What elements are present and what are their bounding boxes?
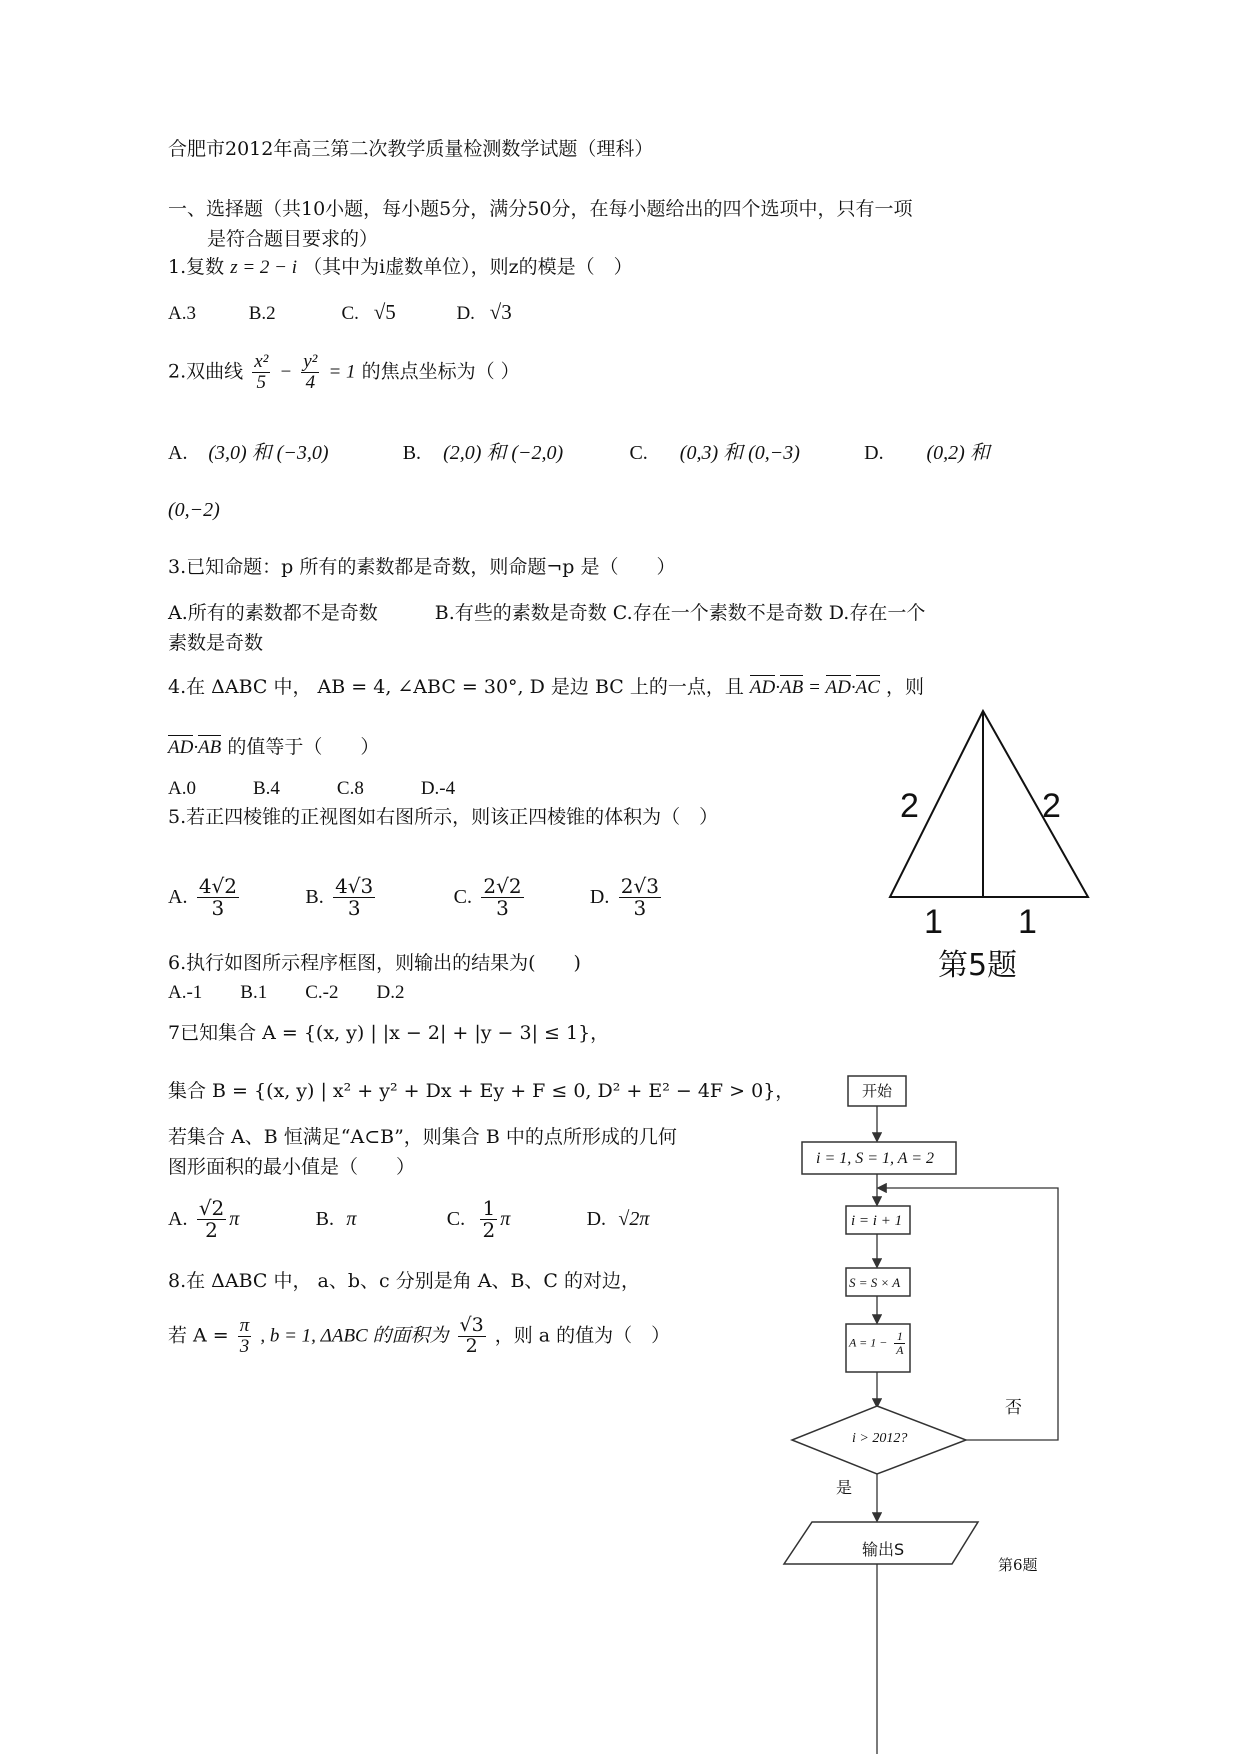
option-d-label: D. — [589, 886, 610, 908]
option-a-pi: π — [229, 1208, 240, 1230]
option-c-value: √5 — [373, 300, 396, 324]
question-4-then: ，则 — [885, 676, 924, 698]
question-8: 8.在 ΔABC 中， a、b、c 分别是角 A、B、C 的对边， — [168, 1270, 641, 1292]
question-7-options — [168, 1198, 649, 1241]
question-3: 3.已知命题：p 所有的素数都是奇数，则命题¬p 是（ ） — [168, 556, 676, 578]
equals-one: = 1 — [328, 361, 356, 383]
question-8-middle: , b = 1, ΔABC 的面积为 — [260, 1325, 449, 1347]
option-a-fraction: $\frac{4√2}{3}$ — [198, 874, 238, 920]
question-8-tail: ，则 a 的值为（ ） — [494, 1324, 671, 1347]
option-c-value: (0,3) 和 (0,−3) — [679, 442, 800, 464]
option-c-fraction: $\frac{1}{2}$ — [482, 1196, 496, 1242]
option-a: A.3 — [168, 303, 196, 324]
flow-step-update-a-label — [849, 1330, 908, 1356]
option-d-label: D. — [864, 442, 884, 464]
flow-init-label: i = 1, S = 1, A = 2 — [816, 1150, 935, 1167]
option-b-pi: π — [346, 1208, 357, 1230]
page-title: 合肥市2012年高三第二次教学质量检测数学试题（理科） — [168, 138, 654, 160]
option-d-value: √3 — [489, 300, 512, 324]
question-2 — [168, 352, 520, 393]
question-4-tail: 的值等于（ ） — [227, 736, 380, 758]
flow-step-multiply-label: S = S × A — [849, 1275, 901, 1290]
question-1-prefix: 1.复数 — [168, 256, 225, 278]
flow-step-update-a-fraction: $\frac{1}{A}$ — [896, 1329, 904, 1357]
question-5: 5.若正四棱锥的正视图如右图所示，则该正四棱锥的体积为（ ） — [168, 806, 719, 828]
option-d-fraction: $\frac{2√3}{3}$ — [620, 874, 659, 920]
fraction-sqrt3-over-2: $\frac{√3}{2}$ — [459, 1314, 484, 1357]
question-7-line3: 若集合 A、B 恒满足“A⊂B”，则集合 B 中的点所形成的几何 — [168, 1126, 677, 1148]
question-2-prefix: 2.双曲线 — [168, 360, 244, 383]
option-a-label: A. — [168, 1208, 188, 1230]
question-8-prefix: 若 A = — [168, 1324, 229, 1347]
option-b-label: B. — [402, 442, 422, 464]
option-c-fraction: $\frac{2√2}{3}$ — [483, 874, 522, 920]
question-1 — [168, 256, 633, 280]
option-d-continued: (0,−2) — [168, 499, 220, 521]
flow-step-update-a-prefix: A = 1 − — [849, 1335, 888, 1350]
question-2-tail: 的焦点坐标为（ ） — [361, 360, 520, 383]
flow-yes-label: 是 — [836, 1478, 853, 1497]
question-3-options-line1: A.所有的素数都不是奇数 B.有些的素数是奇数 C.存在一个素数不是奇数 D.存在一个 — [168, 602, 926, 624]
question-8-line2 — [168, 1316, 670, 1357]
figure-5-base-left: 1 — [924, 903, 943, 941]
option-c-label: C. — [341, 303, 359, 324]
section-heading-line1: 一、选择题（共10小题，每小题5分，满分50分，在每小题给出的四个选项中，只有一项 — [168, 198, 913, 220]
question-2-options — [168, 440, 990, 465]
fraction-pi-over-3: $\frac{\pi}{3}$ — [239, 1315, 250, 1357]
option-d-label: D. — [586, 1208, 607, 1230]
option-b-value: (2,0) 和 (−2,0) — [443, 442, 564, 464]
option-b: B.2 — [248, 303, 276, 324]
option-a-label: A. — [168, 886, 188, 908]
question-7-line2: 集合 B = {(x, y) | x² + y² + Dx + Ey + F ≤ 0, D² + E² − 4F > 0}， — [168, 1080, 795, 1102]
option-b-label: B. — [315, 1208, 335, 1230]
option-c-label: C. — [629, 442, 648, 464]
question-1-options — [168, 300, 512, 326]
question-6: 6.执行如图所示程序框图，则输出的结果为( ) — [168, 952, 581, 974]
option-a-fraction: $\frac{√2}{2}$ — [198, 1196, 225, 1242]
option-b-label: B. — [305, 886, 324, 908]
fraction-y2-over-4: $\frac{\text{y²}}{4}$ — [303, 351, 318, 393]
question-5-options — [168, 876, 664, 919]
question-6-options: A.-1 B.1 C.-2 D.2 — [168, 982, 405, 1003]
section-heading-line2: 是符合题目要求的） — [207, 228, 379, 250]
vector-equation: AD·AB = AD·AC — [749, 677, 880, 698]
figure-6-caption: 第6题 — [998, 1556, 1038, 1574]
figure-6-flowchart — [780, 1070, 1080, 1754]
figure-5-side-right: 2 — [1042, 787, 1061, 825]
option-d-value: (0,2) 和 — [926, 442, 990, 464]
flow-no-label: 否 — [1005, 1398, 1022, 1418]
question-7: 7已知集合 A = {(x, y) | |x − 2| + |y − 3| ≤ 1}， — [168, 1022, 610, 1044]
option-b-fraction: $\frac{4√3}{3}$ — [335, 874, 374, 920]
question-1-expression: z = 2 − i — [230, 257, 298, 278]
question-1-tail: （其中为i虚数单位），则z的模是（ ） — [303, 256, 633, 278]
option-c-label: C. — [453, 886, 472, 908]
flow-step-increment-label: i = i + 1 — [851, 1213, 903, 1229]
option-a-label: A. — [168, 442, 188, 464]
question-4-prefix: 4.在 ΔABC 中， AB = 4, ∠ABC = 30°, D 是边 BC 上的一点，且 — [168, 676, 744, 698]
minus-sign: − — [279, 361, 293, 383]
option-d-value: √2π — [618, 1208, 650, 1230]
flow-decision-label: i > 2012? — [852, 1431, 908, 1446]
vector-product: AD·AB — [168, 737, 222, 758]
figure-5-side-left: 2 — [900, 787, 919, 825]
option-c-pi: π — [500, 1208, 511, 1230]
question-7-line4: 图形面积的最小值是（ ） — [168, 1156, 416, 1178]
option-a-value: (3,0) 和 (−3,0) — [208, 442, 329, 464]
option-d-label: D. — [456, 303, 475, 324]
option-c-label: C. — [446, 1208, 466, 1230]
figure-5-caption: 第5题 — [938, 948, 1018, 983]
question-4-line2 — [168, 736, 379, 760]
fraction-x2-over-5: $\frac{\text{x²}}{5}$ — [254, 351, 269, 393]
question-4 — [168, 676, 924, 700]
question-3-options-line2: 素数是奇数 — [168, 632, 264, 654]
flow-start-label: 开始 — [862, 1082, 893, 1100]
flow-output-label: 输出S — [862, 1540, 905, 1559]
question-4-options: A.0 B.4 C.8 D.-4 — [168, 778, 456, 799]
figure-5-base-right: 1 — [1018, 903, 1037, 941]
